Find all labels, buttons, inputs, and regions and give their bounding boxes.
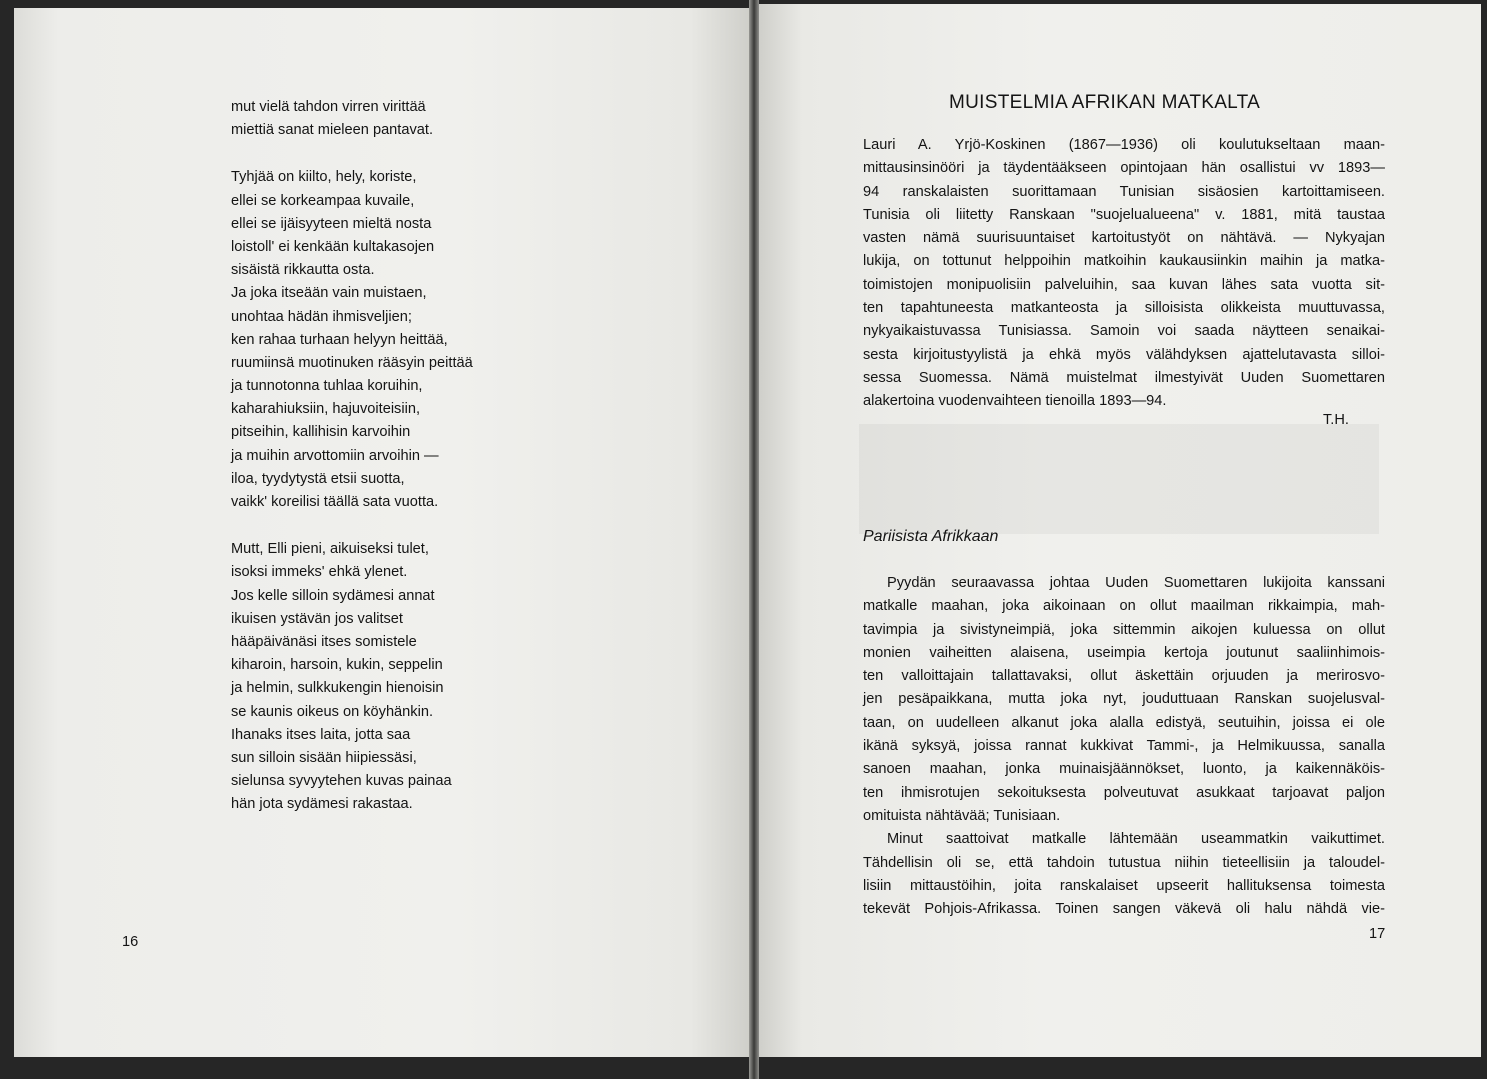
poem-line: hän jota sydämesi rakastaa. — [231, 796, 413, 813]
poem-line: ja muihin arvottomiin arvoihin — — [231, 447, 439, 464]
poem-line: kaharahiuksiin, hajuvoiteisiin, — [231, 401, 421, 418]
poem-line: ikuisen ystävän jos valitset — [231, 610, 403, 627]
text-line: jen pesäpaikkana, mutta joka nyt, jouduttuaan Ranskan suojelusval- — [863, 691, 1385, 708]
page-number: 16 — [122, 934, 139, 950]
poem-line: Ihanaks itses laita, jotta saa — [231, 726, 411, 743]
poem-line: ellei se korkeampaa kuvaile, — [231, 192, 415, 209]
text-line: toimistojen monipuolisiin palveluihin, saa kuvan lähes sata vuotta sit- — [863, 276, 1385, 293]
text-line: ten valloittajain tallattavaksi, ollut äskettäin orjuuden ja merirosvo- — [863, 668, 1385, 685]
poem-line: miettiä sanat mieleen pantavat. — [231, 122, 433, 139]
text-line: Pyydän seuraavassa johtaa Uuden Suomettaren lukijoita kanssani — [887, 575, 1385, 591]
text-line: ten ihmisrotujen sekoituksesta polveutuvat asukkaat tarjoavat paljon — [863, 784, 1385, 801]
poem-line: ellei se ijäisyyteen mieltä nosta — [231, 215, 432, 232]
poem-line: unohtaa hädän ihmisveljien; — [231, 308, 412, 325]
stanza-gap — [231, 514, 591, 538]
text-line: lisiin mittaustöihin, joita ranskalaiset upseerit hallituksensa toimesta — [863, 877, 1385, 894]
text-line: 94 ranskalaisten suorittamaan Tunisian sisäosien kartoittamiseen. — [863, 183, 1385, 200]
author-initials: T.H. — [1323, 412, 1349, 428]
section-heading: Pariisista Afrikkaan — [863, 528, 999, 545]
text-line: Tähdellisin oli se, että tahdoin tutustua niihin tieteellisiin ja taloudel- — [863, 854, 1385, 871]
text-line: ikänä syksyä, joissa rannat kukkivat Tammi-, ja Helmikuussa, sanalla — [863, 738, 1385, 755]
text-line: tavimpia ja sivistyneimpiä, joka sittemmin aikojen kuluessa on ollut — [863, 621, 1385, 638]
poem-line: kiharoin, harsoin, kukin, seppelin — [231, 657, 443, 674]
page-number: 17 — [1369, 926, 1386, 942]
poem-line: ruumiinsä muotinuken rääsyin peittää — [231, 354, 473, 371]
poem-line: vaikk' koreilisi täällä sata vuotta. — [231, 494, 439, 510]
poem-line: Jos kelle silloin sydämesi annat — [231, 587, 435, 604]
text-line: ten tapahtuneesta matkanteosta ja silloisista olikkeista muuttuvassa, — [863, 300, 1385, 317]
stanza-gap — [231, 142, 591, 166]
scan-shading — [859, 424, 1379, 534]
poem-line: sun silloin sisään hiipiessäsi, — [231, 749, 417, 766]
text-line: sesta kirjoitustyylistä ja ehkä myös välähdyksen ajattelutavasta silloi- — [863, 346, 1385, 363]
poem-line: sielunsa syvyytehen kuvas painaa — [231, 773, 452, 790]
poem-line: ken rahaa turhaan helyyn heittää, — [231, 331, 448, 348]
text-line: omituista nähtävää; Tunisiaan. — [863, 807, 1061, 824]
poem-line: Tyhjää on kiilto, hely, koriste, — [231, 169, 417, 186]
right-page — [759, 4, 1481, 1057]
poem-line: se kaunis oikeus on köyhänkin. — [231, 703, 434, 720]
book-gutter — [749, 0, 759, 1079]
poem-line: mut vielä tahdon virren virittää — [231, 99, 426, 115]
text-line: Minut saattoivat matkalle lähtemään useammatkin vaikuttimet. — [887, 831, 1385, 848]
poem-line: loistoll' ei kenkään kultakasojen — [231, 238, 435, 255]
text-line: Tunisia oli liitetty Ranskaan "suojelualueena" v. 1881, mitä taustaa — [863, 206, 1385, 223]
poem-line: Ja joka itseään vain muistaen, — [231, 285, 427, 302]
poem-line: isoksi immeks' ehkä ylenet. — [231, 564, 408, 581]
intro-paragraph — [863, 134, 1385, 414]
poem-line: Mutt, Elli pieni, aikuiseksi tulet, — [231, 541, 429, 558]
text-line: matkalle maahan, joka aikoinaan on ollut maailman rikkaimpia, mah- — [863, 598, 1385, 615]
text-line: monien vaiheitten alaisena, useimpia kertoja joutunut saaliinhimois- — [863, 644, 1385, 661]
body-text — [863, 572, 1385, 921]
poem-line: ja tunnotonna tuhlaa koruihin, — [231, 378, 423, 395]
left-page — [14, 8, 749, 1057]
poem-line: iloa, tyydytystä etsii suotta, — [231, 470, 405, 487]
text-line: lukija, on tottunut helppoihin matkoihin kaukausiinkin maihin ja matka- — [863, 253, 1385, 270]
text-line: Lauri A. Yrjö-Koskinen (1867—1936) oli koulutukseltaan maan- — [863, 137, 1385, 153]
poem-line: ja helmin, sulkkukengin hienoisin — [231, 680, 444, 697]
text-line: mittausinsinööri ja täydentääkseen opintojaan hän osallistui vv 1893— — [863, 160, 1385, 177]
text-line: tekevät Pohjois-Afrikassa. Toinen sangen väkevä oli halu nähdä vie- — [863, 901, 1385, 918]
poem-line: sisäistä rikkautta osta. — [231, 262, 375, 279]
text-line: sanoen maahan, jonka muinaisjäännökset, luonto, ja kaikennäköis- — [863, 761, 1385, 778]
text-line: vasten nämä suurisuuntaiset kartoitustyöt on nähtävä. — Nykyajan — [863, 230, 1385, 247]
text-line: taan, on uudelleen alkanut joka alalla edistyä, seutuihin, joissa ei ole — [863, 714, 1385, 731]
text-line: nykyaikaistuvassa Tunisiassa. Samoin voi saada näytteen senaikai- — [863, 323, 1385, 340]
text-line: alakertoina vuodenvaihteen tienoilla 1893—94. — [863, 393, 1167, 410]
text-line: sessa Suomessa. Nämä muistelmat ilmestyivät Uuden Suomettaren — [863, 369, 1385, 386]
poem-line: hääpäivänäsi itses somistele — [231, 633, 417, 650]
article-title: MUISTELMIA AFRIKAN MATKALTA — [949, 92, 1261, 113]
poem — [231, 96, 591, 816]
poem-line: pitseihin, kallihisin karvoihin — [231, 424, 411, 441]
